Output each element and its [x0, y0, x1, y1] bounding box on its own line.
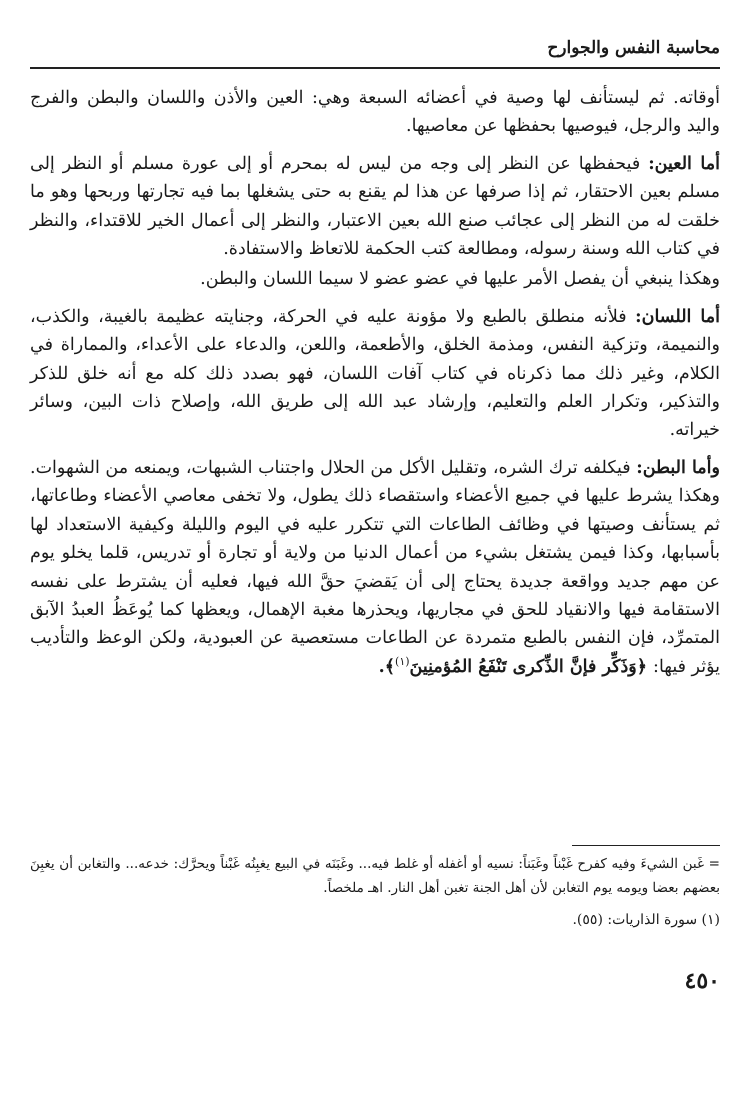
footnote-marker: (١)	[395, 654, 410, 668]
quran-verse: ﴿وَذَكِّر فإنَّ الذِّكرى تَنْفَعُ المُؤمنِينَ	[409, 656, 654, 677]
main-text	[30, 84, 720, 690]
section-heading-tongue: أما اللسان:	[635, 306, 720, 327]
paragraph-stomach	[30, 454, 720, 681]
paragraph-tongue-text: فلأنه منطلق بالطبع ولا مؤونة عليه في الحركة، وجنايته عظيمة بالغيبة، والكذب، والنميمة، وتزكية النفس، ومذمة الخلق، والأطعمة، واللعن، والدعاء على الأعداء، والمماراة في الكلام، وغير ذلك مما ذكرناه في كتاب آفات اللسان، فهو بصدد ذلك كله مع أنه خلق للذكر والتذكير، وتكرار العلم والتعليم، وإرشاد عبد الله إلى طريق الله، وإصلاح ذات البين، وسائر خيراته.	[30, 306, 720, 441]
running-title: محاسبة النفس والجوارح	[547, 38, 720, 58]
header-rule	[30, 67, 720, 69]
footnote-rule	[572, 845, 720, 846]
footnote-1: (١) سورة الذاريات: (٥٥).	[572, 912, 720, 928]
paragraph-seven-organs: أوقاته. ثم ليستأنف لها وصية في أعضائه السبعة وهي: العين والأذن واللسان والبطن والفرج واليد والرجل، فيوصيها بحفظها عن معاصيها.	[30, 88, 720, 137]
quran-verse-close: ﴾.	[378, 656, 396, 677]
page-number: ٤٥٠	[684, 968, 720, 994]
section-heading-stomach: وأما البطن:	[636, 457, 720, 478]
paragraph-stomach-text: فيكلفه ترك الشره، وتقليل الأكل من الحلال واجتناب الشبهات، ويمنعه من الشهوات. وهكذا يشرط عليها في جميع الأعضاء واستقصاء ذلك يطول، ولا تخفى معاصي الأعضاء وطاعاتها، ثم يستأنف وصيتها في وظائف الطاعات التي تتكرر عليه في اليوم والليلة وكيفية الاستعداد لها بأسبابها، وكذا فيمن يشتغل بشيء من أعمال الدنيا من ولاية أو تجارة أو تدريس، قلما يخلو يوم عن مهم جديد وواقعة جديدة يحتاج إلى أن يَقضيَ حقَّ الله فيها، فعليه أن يشترط على نفسه الاستقامة فيها والانقياد للحق في مجاريها، ويحذرها مغبة الإهمال، ويعظها كما يُوعَظُ العبدُ الآبق المتمرِّد، فإن النفس بالطبع متمردة عن الطاعات مستعصية عن العبودية، ولكن الوعظ والتأديب يؤثر فيها:	[30, 457, 720, 677]
page-header	[30, 38, 720, 66]
paragraph-each-organ: وهكذا ينبغي أن يفصل الأمر عليها في عضو عضو لا سيما اللسان والبطن.	[200, 269, 720, 290]
paragraph-eye	[30, 150, 720, 264]
paragraph-eye-text: فيحفظها عن النظر إلى وجه من ليس له بمحرم أو إلى عورة مسلم أو النظر إلى مسلم بعين الاحتقار، ثم إذا صرفها عن هذا لم يقنع به حتى يشغلها بما فيه تجارتها وربحها وهو ما خلقت له من النظر إلى عجائب صنع الله بعين الاعتبار، والنظر إلى أعمال الخير للاقتداء، والنظر في كتاب الله وسنة رسوله، ومطالعة كتب الحكمة للاتعاظ والاستفادة.	[30, 153, 720, 260]
footnotes	[30, 852, 720, 932]
footnote-continuation: = غَبن الشيءَ وفيه كفرح غَبْناً وغَبَناً: نسيه أو أغفله أو غلط فيه... وغَبَنَه في البيع يغبِنُه غَبْناً ويحرَّك: خدعه... والتغابن أن يغبِنَ بعضهم بعضا ويومه يوم التغابن لأن أهل الجنة تغبن أهل النار. اهـ ملخصاً.	[30, 856, 720, 896]
section-heading-eye: أما العين:	[648, 153, 720, 174]
paragraph-tongue	[30, 303, 720, 445]
